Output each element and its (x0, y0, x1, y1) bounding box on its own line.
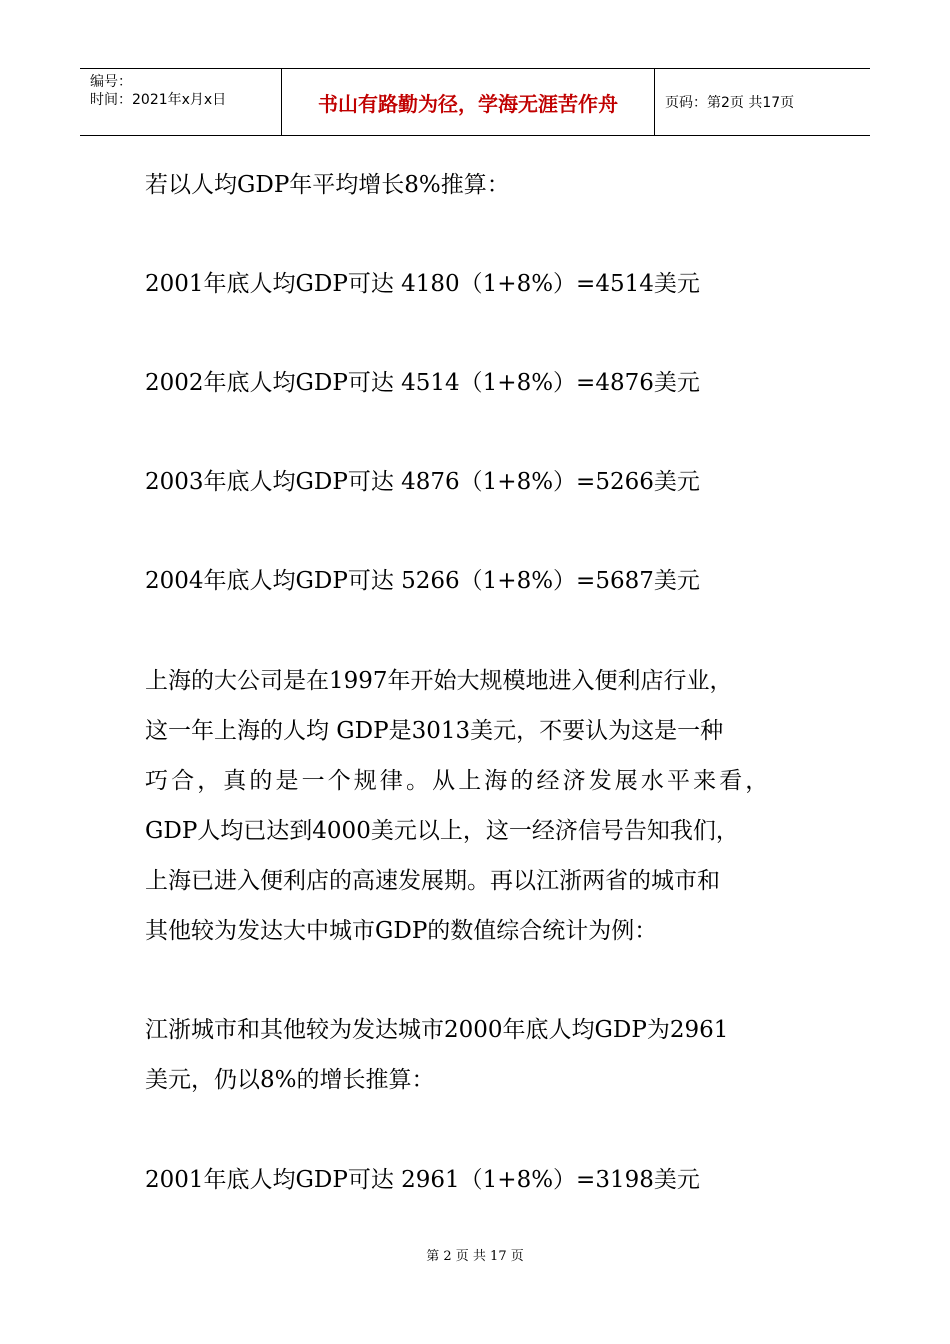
calc-line: 2004年底人均GDP可达 5266（1+8%）=5687美元 (145, 568, 700, 594)
calc-line: 2001年底人均GDP可达 2961（1+8%）=3198美元 (145, 1167, 700, 1193)
paragraph-line: 巧合，真的是一个规律。从上海的经济发展水平来看， (145, 768, 772, 794)
header-meta (80, 69, 282, 135)
header-number-label: 编号： (90, 74, 132, 90)
header-time-label: 时间：2021年x月x日 (90, 92, 227, 108)
paragraph-line: GDP人均已达到4000美元以上，这一经济信号告知我们， (145, 818, 739, 844)
calc-line: 2002年底人均GDP可达 4514（1+8%）=4876美元 (145, 370, 700, 396)
paragraph-shanghai (145, 656, 810, 956)
paragraph-line: 美元，仍以8%的增长推算： (145, 1067, 435, 1093)
paragraph-line: 上海的大公司是在1997年开始大规模地进入便利店行业， (145, 668, 733, 694)
paragraph-jiangzhe (145, 1005, 810, 1105)
page-header (80, 68, 870, 136)
header-page-info: 页码：第2页 共17页 (665, 95, 795, 111)
calc-line: 2001年底人均GDP可达 4180（1+8%）=4514美元 (145, 271, 700, 297)
paragraph-line: 这一年上海的人均 GDP是3013美元，不要认为这是一种 (145, 718, 724, 744)
header-motto: 书山有路勤为径，学海无涯苦作舟 (282, 69, 655, 135)
calc-line: 2003年底人均GDP可达 4876（1+8%）=5266美元 (145, 469, 700, 495)
paragraph-line: 上海已进入便利店的高速发展期。再以江浙两省的城市和 (145, 868, 720, 894)
intro-line: 若以人均GDP年平均增长8%推算： (145, 172, 510, 198)
page-footer: 第 2 页 共 17 页 (426, 1249, 524, 1264)
paragraph-line: 其他较为发达大中城市GDP的数值综合统计为例： (145, 918, 658, 944)
paragraph-line: 江浙城市和其他较为发达城市2000年底人均GDP为2961 (145, 1017, 729, 1043)
